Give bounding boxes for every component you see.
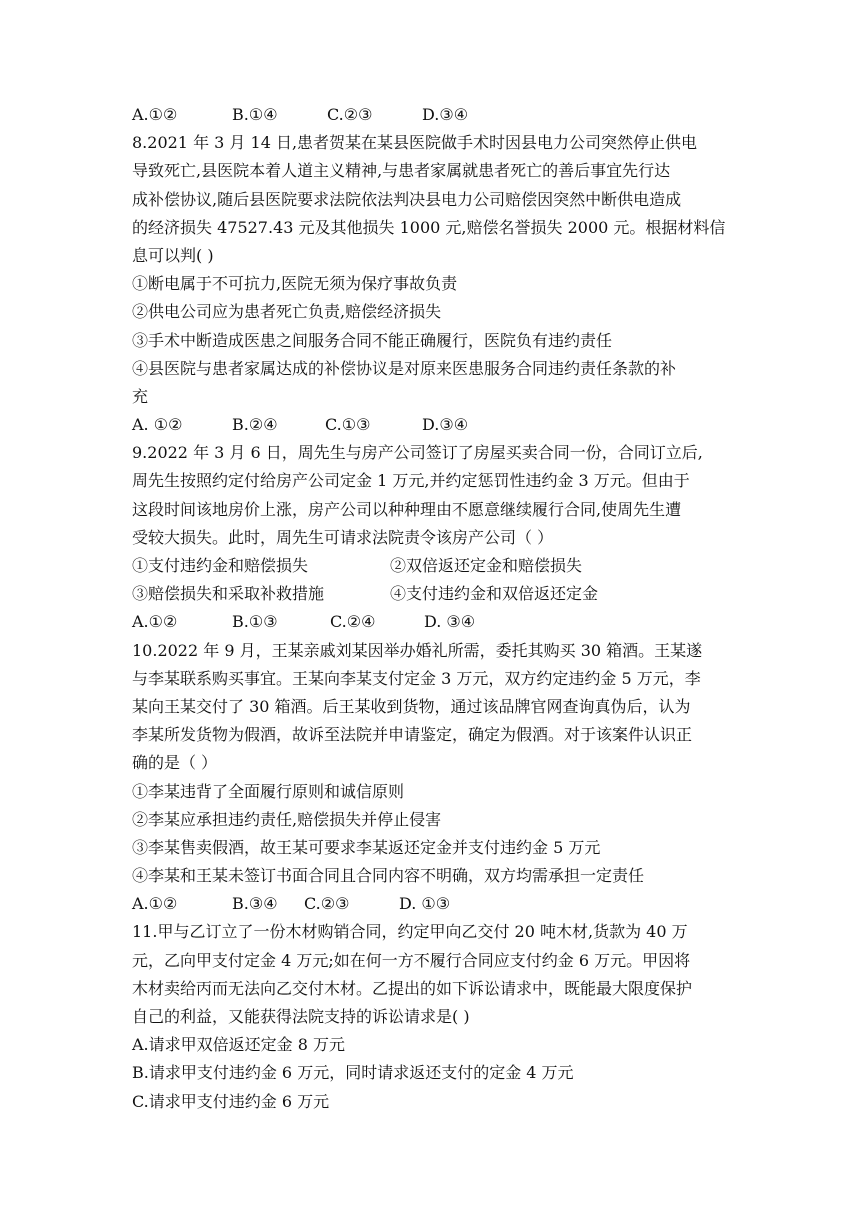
question-11 — [132, 918, 732, 1115]
q10-stem-line: 某向王某交付了 30 箱酒。后王某收到货物，通过该品牌官网查询真伪后，认为 — [132, 696, 691, 716]
q9-option-c: C.②④ — [330, 612, 376, 632]
q10-statement-2: ②李某应承担违约责任,赔偿损失并停止侵害 — [132, 809, 442, 829]
q10-option-c: C.②③ — [304, 894, 350, 914]
q8-options — [132, 411, 732, 439]
q7-option-a: A.①② — [132, 105, 178, 124]
q9-statement-row — [132, 552, 732, 580]
q8-stem-line: 的经济损失 47527.43 元及其他损失 1000 元,赔偿名誉损失 2000 元。根据材料信 — [132, 217, 726, 237]
q8-stem-line: 8.2021 年 3 月 14 日,患者贺某在某县医院做手术时因县电力公司突然停止供电 — [132, 133, 698, 153]
q9-statement-1: ①支付违约金和赔偿损失 — [132, 556, 309, 575]
q8-option-c: C.①③ — [325, 415, 371, 435]
q11-stem-line: 自己的利益，又能获得法院支持的诉讼请求是( ) — [132, 1007, 470, 1026]
exam-page — [132, 101, 732, 1116]
q9-stem-line: 这段时间该地房价上涨，房产公司以种种理由不愿意继续履行合同,使周先生遭 — [132, 499, 682, 519]
q11-stem-line: 木材卖给丙而无法向乙交付木材。乙提出的如下诉讼请求中，既能最大限度保护 — [132, 978, 693, 998]
q9-option-d: D. ③④ — [424, 612, 476, 632]
q8-stem-line: 导致死亡,县医院本着人道主义精神,与患者家属就患者死亡的善后事宜先行达 — [132, 161, 671, 181]
q11-choice-c: C.请求甲支付违约金 6 万元 — [132, 1091, 330, 1111]
q8-statement-4-cont: 充 — [132, 386, 149, 406]
q10-statement-1: ①李某违背了全面履行原则和诚信原则 — [132, 781, 405, 801]
q9-option-a: A.①② — [132, 612, 178, 632]
q7-option-d: D.③④ — [422, 105, 469, 124]
q10-option-a: A.①② — [132, 894, 178, 914]
q9-statement-2: ②双倍返还定金和赔偿损失 — [390, 556, 583, 575]
question-8 — [132, 129, 732, 439]
q9-statement-4: ④支付违约金和双倍返还定金 — [390, 584, 599, 604]
q8-statement-2: ②供电公司应为患者死亡负责,赔偿经济损失 — [132, 302, 442, 322]
q11-stem-line: 11.甲与乙订立了一份木材购销合同，约定甲向乙交付 20 吨木材,货款为 40 万 — [132, 922, 688, 942]
q9-stem-line: 9.2022 年 3 月 6 日，周先生与房产公司签订了房屋买卖合同一份，合同订立后, — [132, 443, 703, 463]
q8-statement-4: ④县医院与患者家属达成的补偿协议是对原来医患服务合同违约责任条款的补 — [132, 358, 677, 378]
q9-statement-3: ③赔偿损失和采取补救措施 — [132, 584, 325, 604]
q8-statement-1: ①断电属于不可抗力,医院无须为保疗事故负责 — [132, 274, 458, 294]
q8-stem-line: 息可以判( ) — [132, 245, 214, 265]
question-9 — [132, 439, 732, 636]
q9-option-b: B.①③ — [232, 612, 278, 632]
q9-options — [132, 608, 732, 636]
q10-statement-3: ③李某售卖假酒，故王某可要求李某返还定金并支付违约金 5 万元 — [132, 837, 601, 857]
q8-option-b: B.②④ — [232, 415, 278, 435]
q9-statement-row — [132, 580, 732, 608]
q8-option-d: D.③④ — [422, 415, 469, 435]
q10-statement-4: ④李某和王某未签订书面合同且合同内容不明确，双方均需承担一定责任 — [132, 866, 645, 886]
q8-stem-line: 成补偿协议,随后县医院要求法院依法判决县电力公司赔偿因突然中断供电造成 — [132, 189, 682, 209]
question-10 — [132, 637, 732, 919]
q8-option-a: A. ①② — [132, 415, 183, 435]
q9-stem-line: 受较大损失。此时，周先生可请求法院责令该房产公司（ ） — [132, 527, 554, 547]
q11-stem-line: 元，乙向甲支付定金 4 万元;如在何一方不履行合同应支付约金 6 万元。甲因将 — [132, 950, 691, 970]
q7-option-c: C.②③ — [327, 105, 373, 124]
q10-stem-line: 确的是（ ） — [132, 753, 218, 773]
q10-option-b: B.③④ — [232, 894, 278, 914]
q10-stem-line: 李某所发货物为假酒，故诉至法院并申请鉴定，确定为假酒。对于该案件认识正 — [132, 725, 693, 745]
q10-stem-line: 10.2022 年 9 月，王某亲戚刘某因举办婚礼所需，委托其购买 30 箱酒。王某遂 — [132, 640, 703, 660]
q10-options — [132, 890, 732, 918]
q11-choice-b: B.请求甲支付违约金 6 万元，同时请求返还支付的定金 4 万元 — [132, 1063, 574, 1083]
q10-option-d: D. ①③ — [399, 894, 451, 914]
q11-choice-a: A.请求甲双倍返还定金 8 万元 — [132, 1035, 345, 1055]
q10-stem-line: 与李某联系购买事宜。王某向李某支付定金 3 万元，双方约定违约金 5 万元，李 — [132, 668, 701, 688]
q8-statement-3: ③手术中断造成医患之间服务合同不能正确履行，医院负有违约责任 — [132, 330, 613, 350]
q7-option-b: B.①④ — [232, 105, 278, 124]
q9-stem-line: 周先生按照约定付给房产公司定金 1 万元,并约定惩罚性违约金 3 万元。但由于 — [132, 471, 690, 491]
q7-options — [132, 101, 732, 129]
